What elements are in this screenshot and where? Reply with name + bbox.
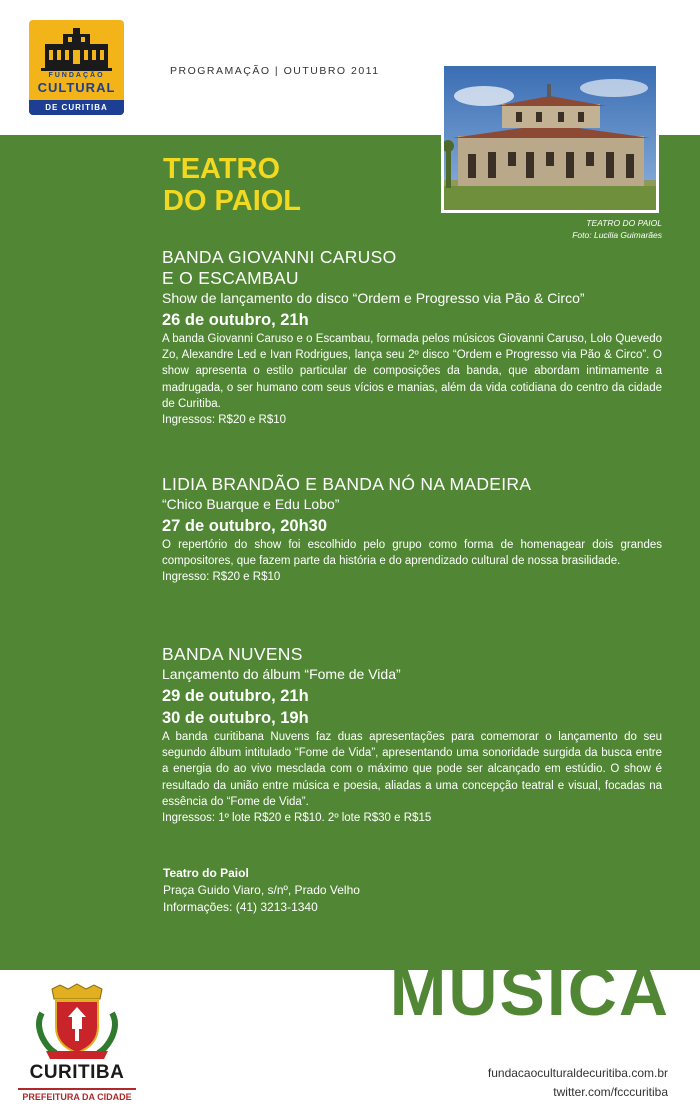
photo-caption <box>572 217 662 241</box>
venue-title-line1: TEATRO <box>163 153 281 185</box>
caption-title: TEATRO DO PAIOL <box>586 218 662 228</box>
venue-title-line2: DO PAIOL <box>163 185 302 217</box>
event-description: A banda curitibana Nuvens faz duas apresentações para comemorar o lançamento do seu segundo álbum intitulado “Fome de Vida”, apresentando uma sonoridade surgida da busca entre a energia do ao vivo mesclada com o máximo que pode ser alcançado em estúdio. O show é resultado da união entre música e poesia, aliadas a uma concepção teatral e visual, focadas na essência do “Fome de Vida”. <box>162 731 662 808</box>
contact-links <box>488 1064 668 1102</box>
event-title-line2: E O ESCAMBAU <box>162 268 299 288</box>
event-description: O repertório do show foi escolhido pelo grupo como forma de homenagear dois grandes compositores, que fazem parte da história e do aprendizado cultural de nossa brasilidade. <box>162 539 662 568</box>
event-title-line1: BANDA NUVENS <box>162 644 303 664</box>
event-price: Ingressos: 1º lote R$20 e R$10. 2º lote R$30 e R$15 <box>162 812 432 825</box>
venue-name: Teatro do Paiol <box>163 866 249 880</box>
event-description: A banda Giovanni Caruso e o Escambau, formada pelos músicos Giovanni Caruso, Lolo Quevedo Zo, Alexandre Led e Ivan Rodrigues, lança seu 2º disco “Ordem e Progresso via Pão & Circo”. O show apresenta o estilo particular de composições da banda, que abordam intimamente a madrugada, o ser humano com seus vícios e manias, além da vida cotidiana do centro da cidade de Curitiba. <box>162 333 662 410</box>
twitter-link[interactable]: twitter.com/fcccuritiba <box>553 1085 668 1099</box>
fundacao-cultural-logo <box>29 20 124 115</box>
event-lidia-brandao <box>162 474 662 586</box>
venue-info <box>163 865 360 916</box>
prefeitura-label: PREFEITURA DA CIDADE <box>18 1088 136 1102</box>
venue-address: Praça Guido Viaro, s/nº, Prado Velho <box>163 883 360 897</box>
event-banda-nuvens <box>162 644 662 826</box>
event-price: Ingresso: R$20 e R$10 <box>162 571 281 584</box>
logo-line-fundacao: FUNDAÇÃO <box>48 72 105 79</box>
event-price: Ingressos: R$20 e R$10 <box>162 414 287 427</box>
venue-phone: Informações: (41) 3213-1340 <box>163 900 318 914</box>
event-subtitle: “Chico Buarque e Edu Lobo” <box>162 496 340 512</box>
category-title: MÚSICA <box>389 954 670 1030</box>
program-label: PROGRAMAÇÃO | OUTUBRO 2011 <box>170 65 380 77</box>
caption-credit: Foto: Lucilia Guimarães <box>572 230 662 240</box>
curitiba-coat-of-arms-icon <box>34 983 120 1063</box>
event-title-line1: BANDA GIOVANNI CARUSO <box>162 247 397 267</box>
logo-line-cultural: CULTURAL <box>37 80 116 95</box>
website-link[interactable]: fundacaoculturaldecuritiba.com.br <box>487 1066 668 1080</box>
building-icon <box>39 26 114 74</box>
event-date: 26 de outubro, 21h <box>162 311 309 329</box>
event-giovanni-caruso <box>162 247 662 428</box>
event-subtitle: Lançamento do álbum “Fome de Vida” <box>162 666 401 682</box>
event-subtitle: Show de lançamento do disco “Ordem e Progresso via Pão & Circo” <box>162 290 585 306</box>
logo-line-de-curitiba: DE CURITIBA <box>29 100 124 115</box>
venue-title <box>163 153 301 217</box>
theatre-building-image <box>444 66 656 210</box>
event-title-line1: LIDIA BRANDÃO E BANDA NÓ NA MADEIRA <box>162 474 532 494</box>
event-date: 27 de outubro, 20h30 <box>162 517 328 535</box>
curitiba-wordmark: CURITIBA <box>29 1062 125 1083</box>
event-date-2: 30 de outubro, 19h <box>162 709 309 727</box>
event-date-1: 29 de outubro, 21h <box>162 687 309 705</box>
theatre-photo <box>441 63 659 213</box>
